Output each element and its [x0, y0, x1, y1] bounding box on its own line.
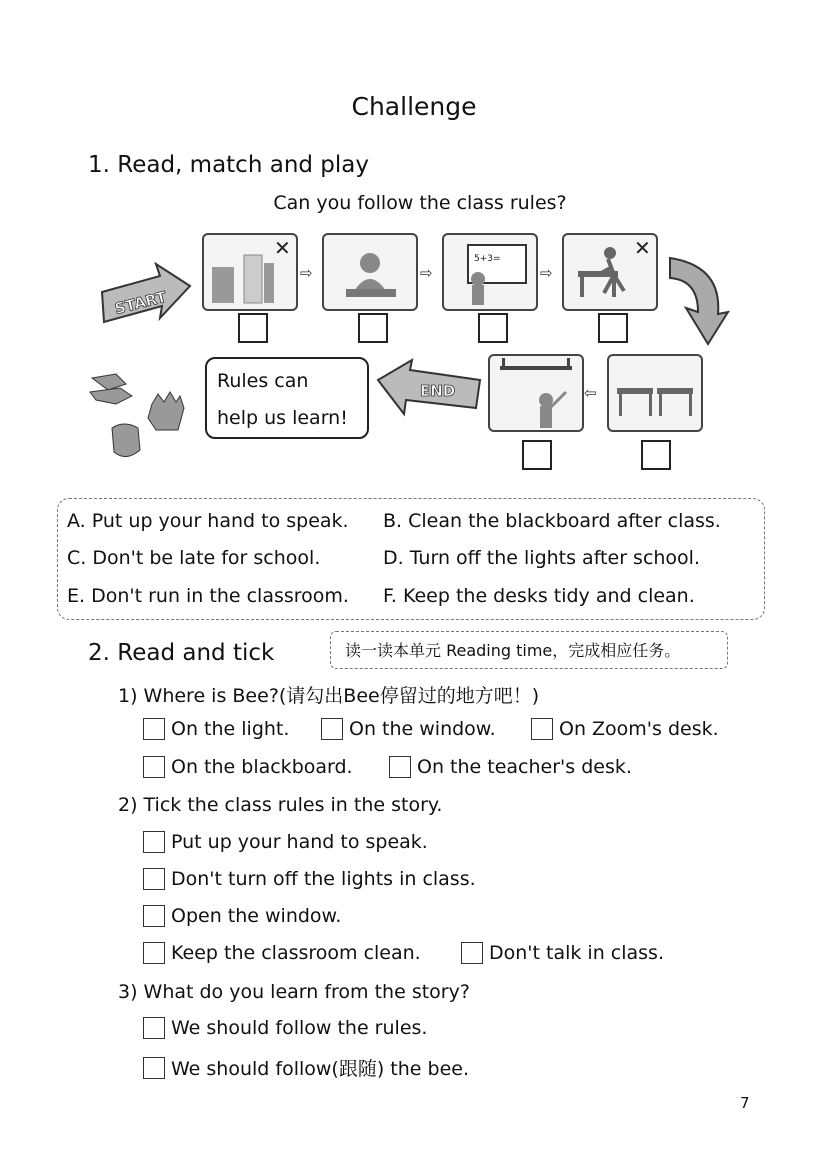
checkbox[interactable]: [321, 718, 343, 740]
speech-box: [205, 357, 369, 439]
option-b: B. Clean the blackboard after class.: [383, 510, 721, 532]
q3-choice-2[interactable]: We should follow(跟随) the bee.: [143, 1054, 469, 1081]
cross-icon: ✕: [274, 236, 291, 260]
option-f: F. Keep the desks tidy and clean.: [383, 585, 695, 607]
q2-choice-5[interactable]: Don't talk in class.: [461, 942, 664, 964]
picture-3-blackboard: [442, 233, 538, 311]
arrow-right-icon: ⇨: [540, 264, 553, 282]
start-arrow: [100, 262, 192, 328]
checkbox[interactable]: [143, 718, 165, 740]
checkbox[interactable]: [389, 756, 411, 778]
q2-choice-4[interactable]: Keep the classroom clean.: [143, 942, 421, 964]
question-2: 2) Tick the class rules in the story.: [118, 794, 443, 816]
q1-choice-4[interactable]: On the blackboard.: [143, 756, 353, 778]
q1-choice-1[interactable]: On the light.: [143, 718, 289, 740]
checkbox[interactable]: [143, 756, 165, 778]
question-3: 3) What do you learn from the story?: [118, 981, 470, 1003]
answer-box-2[interactable]: [358, 313, 388, 343]
answer-box-6[interactable]: [641, 440, 671, 470]
checkbox[interactable]: [531, 718, 553, 740]
q2-choice-2[interactable]: Don't turn off the lights in class.: [143, 868, 476, 890]
q3-choice-1[interactable]: We should follow the rules.: [143, 1017, 427, 1039]
q1-choice-2[interactable]: On the window.: [321, 718, 496, 740]
end-label: END: [420, 382, 456, 400]
hand-gestures-icon: [86, 368, 206, 468]
option-e: E. Don't run in the classroom.: [67, 585, 349, 607]
picture-4-running: [562, 233, 658, 311]
checkbox[interactable]: [143, 1057, 165, 1079]
q2-choice-1[interactable]: Put up your hand to speak.: [143, 831, 428, 853]
answer-box-5[interactable]: [522, 440, 552, 470]
speech-line-2: help us learn!: [217, 407, 348, 429]
answer-box-4[interactable]: [598, 313, 628, 343]
instruction-note: 读一读本单元 Reading time，完成相应任务。: [330, 631, 728, 669]
arrow-right-icon: ⇨: [420, 264, 433, 282]
page-title: Challenge: [351, 92, 477, 121]
svg-text:5+3=: 5+3=: [474, 254, 501, 264]
end-arrow: [376, 358, 482, 418]
picture-6-tidy-desks: [607, 354, 703, 432]
answer-box-1[interactable]: [238, 313, 268, 343]
section-1-heading: 1. Read, match and play: [88, 152, 369, 178]
answer-box-3[interactable]: [478, 313, 508, 343]
curved-arrow-down-icon: [664, 252, 730, 348]
checkbox[interactable]: [143, 831, 165, 853]
arrow-left-icon: ⇦: [584, 384, 597, 402]
cross-icon: ✕: [634, 236, 651, 260]
question-1: 1) Where is Bee?(请勾出Bee停留过的地方吧！): [118, 685, 540, 707]
q1-choice-3[interactable]: On Zoom's desk.: [531, 718, 719, 740]
option-d: D. Turn off the lights after school.: [383, 547, 700, 569]
page-number: 7: [740, 1094, 750, 1112]
option-c: C. Don't be late for school.: [67, 547, 321, 569]
section-1-subtitle: Can you follow the class rules?: [273, 192, 567, 214]
checkbox[interactable]: [143, 868, 165, 890]
section-2-heading: 2. Read and tick: [88, 640, 275, 666]
start-label: START: [112, 287, 169, 318]
picture-1-wet-floor: [202, 233, 298, 311]
q1-choice-5[interactable]: On the teacher's desk.: [389, 756, 632, 778]
option-a: A. Put up your hand to speak.: [67, 510, 349, 532]
checkbox[interactable]: [143, 905, 165, 927]
checkbox[interactable]: [143, 1017, 165, 1039]
checkbox[interactable]: [143, 942, 165, 964]
checkbox[interactable]: [461, 942, 483, 964]
speech-line-1: Rules can: [217, 370, 309, 392]
picture-2-student-desk: [322, 233, 418, 311]
picture-5-turn-off-lights: [488, 354, 584, 432]
arrow-right-icon: ⇨: [300, 264, 313, 282]
q2-choice-3[interactable]: Open the window.: [143, 905, 341, 927]
